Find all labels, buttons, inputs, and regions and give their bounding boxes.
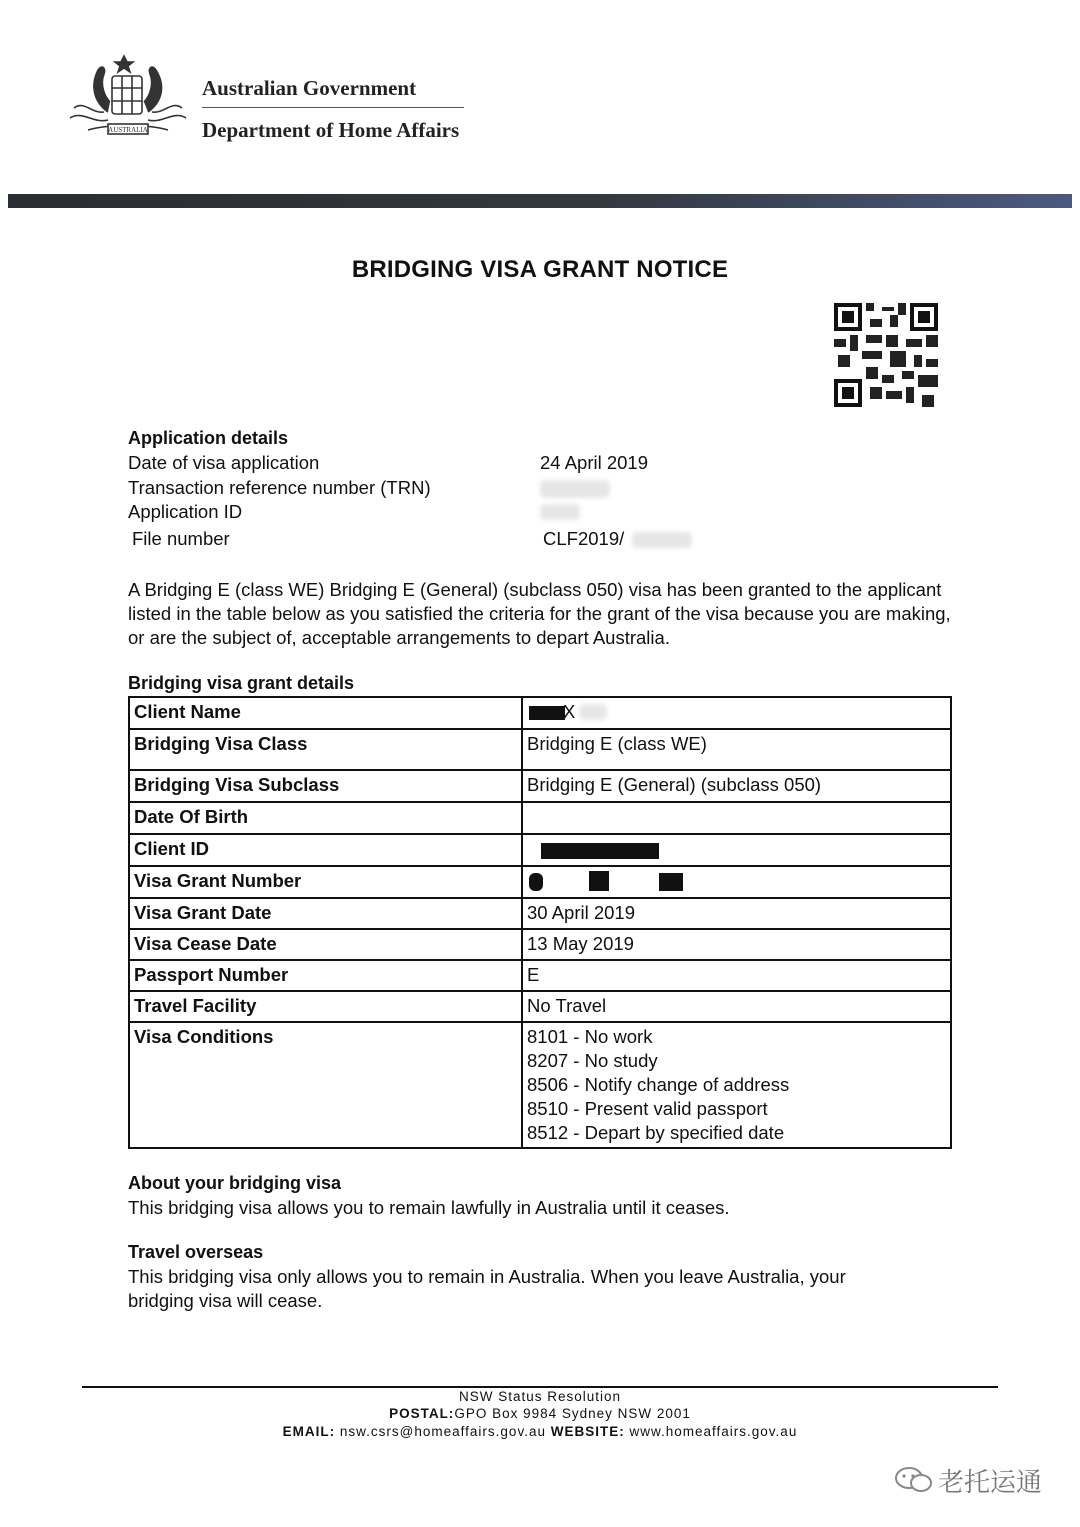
header-band xyxy=(8,194,1072,208)
condition-item: 8506 - Notify change of address xyxy=(527,1074,790,1095)
trn-redaction xyxy=(540,480,610,498)
grant-details-heading: Bridging visa grant details xyxy=(128,673,355,693)
table-row xyxy=(129,929,951,960)
date-of-birth-value xyxy=(522,802,951,834)
condition-item: 8207 - No study xyxy=(527,1050,658,1071)
row-value: Bridging E (General) (subclass 050) xyxy=(522,770,951,802)
header-divider xyxy=(202,107,464,108)
table-row xyxy=(129,770,951,802)
row-value: 13 May 2019 xyxy=(522,929,951,960)
footer-website[interactable]: www.homeaffairs.gov.au xyxy=(629,1424,798,1439)
row-value: No Travel xyxy=(522,991,951,1022)
footer-contact: EMAIL: nsw.csrs@homeaffairs.gov.au WEBSITE: www.homeaffairs.gov.au xyxy=(282,1424,798,1439)
row-label: Date Of Birth xyxy=(129,802,522,834)
row-label: Visa Conditions xyxy=(129,1022,522,1148)
crest-label: AUSTRALIA xyxy=(108,126,148,134)
row-label: Visa Grant Number xyxy=(129,866,522,898)
condition-item: 8510 - Present valid passport xyxy=(527,1098,768,1119)
table-row xyxy=(129,729,951,770)
government-name: Australian Government xyxy=(202,76,417,100)
table-row xyxy=(129,834,951,866)
grant-intro-paragraph: A Bridging E (class WE) Bridging E (General) (subclass 050) visa has been granted to the applicant listed in the table below as you satisfied the criteria for the grant of the visa because you are making, or are the subject of, acceptable arrangements to depart Australia. xyxy=(128,579,951,648)
department-name: Department of Home Affairs xyxy=(202,118,460,142)
table-row xyxy=(129,1022,951,1148)
row-label: Bridging Visa Subclass xyxy=(129,770,522,802)
table-row xyxy=(129,960,951,991)
table-row xyxy=(129,991,951,1022)
client-id-value xyxy=(522,834,951,866)
travel-heading: Travel overseas xyxy=(128,1242,264,1262)
condition-item: 8101 - No work xyxy=(527,1026,653,1047)
about-heading: About your bridging visa xyxy=(128,1173,342,1193)
row-value: 30 April 2019 xyxy=(522,898,951,929)
qr-code-icon xyxy=(834,303,938,407)
row-label: Client ID xyxy=(129,834,522,866)
application-id-redaction xyxy=(540,504,580,520)
condition-item: 8512 - Depart by specified date xyxy=(527,1122,785,1143)
file-number-redaction xyxy=(632,532,692,548)
date-of-application-label: Date of visa application xyxy=(128,452,320,473)
passport-number-value: E xyxy=(522,960,951,991)
row-label: Passport Number xyxy=(129,960,522,991)
table-row xyxy=(129,802,951,834)
grant-details-table xyxy=(128,696,952,1149)
row-label: Travel Facility xyxy=(129,991,522,1022)
table-row xyxy=(129,898,951,929)
client-name-value: X xyxy=(522,697,951,729)
application-details-heading: Application details xyxy=(128,428,289,448)
row-label: Bridging Visa Class xyxy=(129,729,522,770)
date-of-application-value: 24 April 2019 xyxy=(540,452,649,473)
travel-text-line-1: This bridging visa only allows you to remain in Australia. When you leave Australia, your xyxy=(128,1266,846,1287)
wechat-icon xyxy=(894,1466,934,1494)
row-label: Visa Grant Date xyxy=(129,898,522,929)
row-label: Visa Cease Date xyxy=(129,929,522,960)
coat-of-arms-icon xyxy=(64,52,192,148)
watermark-text: 老托运通 xyxy=(938,1467,1043,1497)
footer-divider xyxy=(82,1386,998,1388)
file-number-value: CLF2019/ xyxy=(543,528,625,549)
footer-office: NSW Status Resolution xyxy=(458,1389,622,1404)
about-text: This bridging visa allows you to remain lawfully in Australia until it ceases. xyxy=(128,1197,730,1218)
footer-email[interactable]: nsw.csrs@homeaffairs.gov.au xyxy=(339,1424,546,1439)
travel-text-line-2: bridging visa will cease. xyxy=(128,1290,323,1311)
visa-grant-number-value xyxy=(522,866,951,898)
row-value: Bridging E (class WE) xyxy=(522,729,951,770)
trn-label: Transaction reference number (TRN) xyxy=(128,477,431,498)
visa-conditions-value xyxy=(522,1022,951,1148)
notice-title: BRIDGING VISA GRANT NOTICE xyxy=(351,256,729,283)
application-id-label: Application ID xyxy=(128,501,243,522)
table-row xyxy=(129,866,951,898)
row-label: Client Name xyxy=(129,697,522,729)
table-row xyxy=(129,697,951,729)
footer-postal: POSTAL:GPO Box 9984 Sydney NSW 2001 xyxy=(389,1406,691,1421)
file-number-label: File number xyxy=(132,528,230,549)
